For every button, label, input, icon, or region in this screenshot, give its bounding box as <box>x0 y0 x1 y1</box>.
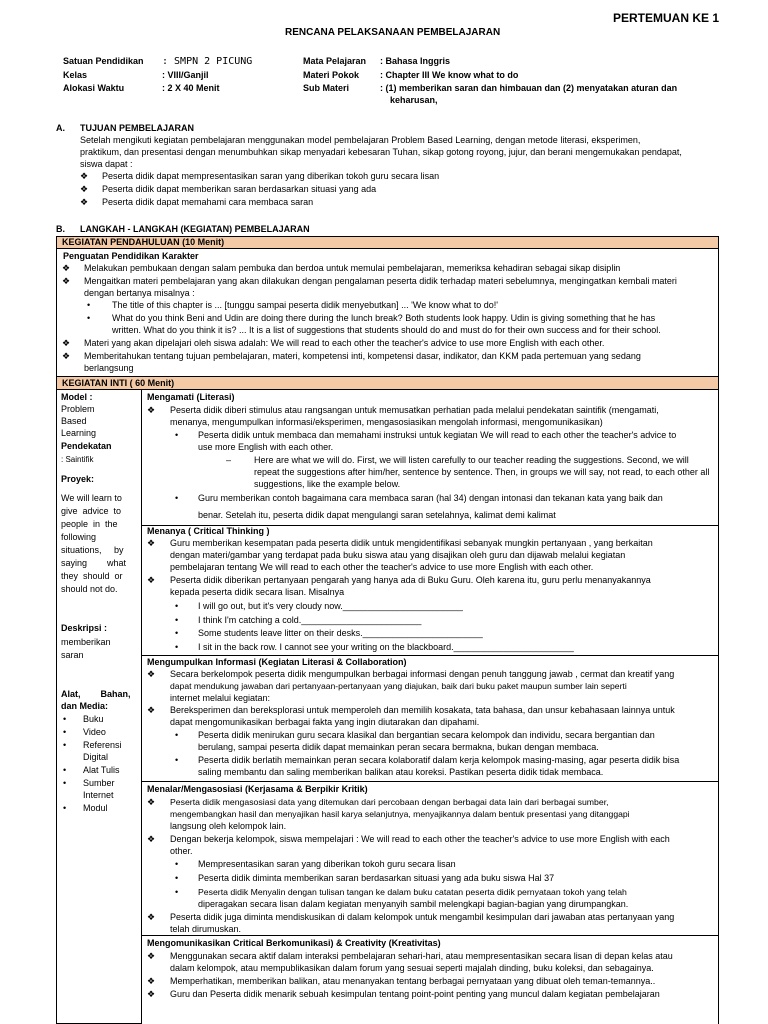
info-value: keharusan, <box>390 95 438 105</box>
dot-bullet-icon: • <box>63 803 67 813</box>
dot-bullet-icon: • <box>63 765 67 775</box>
diamond-bullet-icon: ❖ <box>147 834 156 844</box>
diamond-bullet-icon: ❖ <box>80 197 89 207</box>
media-item: Referensi <box>83 740 122 750</box>
deskripsi-line: memberikan <box>61 637 111 647</box>
info-label: Mata Pelajaran <box>303 56 367 66</box>
menalar-cell <box>141 781 719 936</box>
list-item: repeat the suggestions after him/her, sentence by sentence. Then, in groups we will say, not read, to each other all <box>254 467 710 477</box>
dot-bullet-icon: • <box>175 430 179 440</box>
list-item: Guru memberikan contoh bagaimana cara membaca saran (hal 34) dengan intonasi dan tekanan kata yang baik dan <box>198 493 663 503</box>
model-value: Learning <box>61 428 97 438</box>
cell-title: Menalar/Mengasosiasi (Kerjasama & Berpikir Kritik) <box>147 784 368 794</box>
cell-title: Mengomunikasikan Critical Berkomunikasi) & Creativity (Kreativitas) <box>147 938 441 948</box>
diamond-bullet-icon: ❖ <box>147 976 156 986</box>
list-item: menanya, mengumpulkan informasi/eksperimen, mengasosiasikan mengolah informasi, mengomunikasikan) <box>170 417 603 427</box>
paragraph-line: Setelah mengikuti kegiatan pembelajaran menggunakan model pembelajaran Problem Based Learning, dengan metode literasi, eksperimen, <box>80 135 641 145</box>
list-item: I think I'm catching a cold.________________________ <box>198 615 422 625</box>
list-item: Menggunakan secara aktif dalam interaksi pembelajaran sehari-hari, atau mempresentasikan secara lisan di depan kelas atau <box>170 951 673 961</box>
info-value: : VIII/Ganjil <box>162 70 209 80</box>
list-item: langsung oleh kelompok lain. <box>170 821 287 831</box>
list-item: written. What do you think it is? ... It is a list of suggestions that students should do and must do for their own success and for their school. <box>112 325 661 335</box>
list-item: Memperhatikan, memberikan balikan, atau menanyakan tentang berbagai pernyataan yang dibuat oleh teman-temannya.. <box>170 976 656 986</box>
dot-bullet-icon: • <box>175 493 179 503</box>
dot-bullet-icon: • <box>175 615 179 625</box>
list-item: Peserta didik dapat memahami cara membaca saran <box>102 197 314 207</box>
dot-bullet-icon: • <box>87 313 91 323</box>
list-item: suggestions, like the example below. <box>254 479 401 489</box>
list-item: berlangsung <box>84 363 134 373</box>
info-label: Satuan Pendidikan <box>63 56 144 66</box>
list-item: Peserta didik mengasosiasi data yang ditemukan dari percobaan dengan berbagai data lain dari berbagai sumber, <box>170 797 609 807</box>
model-value: Problem <box>61 404 95 414</box>
list-item: Mempresentasikan saran yang diberikan tokoh guru secara lisan <box>198 859 456 869</box>
list-item: dalam kelompok, atau mempublikasikan dalam forum yang sesuai seperti majalah dinding, buku koleksi, dan sebagainya. <box>170 963 654 973</box>
list-item: Guru dan Peserta didik menarik sebuah kesimpulan tentang point-point penting yang muncul dalam kegiatan pembelajaran <box>170 989 660 999</box>
media-item: Alat Tulis <box>83 765 120 775</box>
dot-bullet-icon: • <box>175 730 179 740</box>
diamond-bullet-icon: ❖ <box>147 669 156 679</box>
list-item: kepada peserta didik secara lisan. Misalnya <box>170 587 345 597</box>
list-item: Melakukan pembukaan dengan salam pembuka dan berdoa untuk memulai pembelajaran, memeriksa kehadiran sebagai sikap disiplin <box>84 263 621 273</box>
list-item: benar. Setelah itu, peserta didik dapat mengulangi saran setelahnya, kalimat demi kalimat <box>198 510 556 520</box>
media-item: Buku <box>83 714 104 724</box>
paragraph-line: siswa dapat : <box>80 159 133 169</box>
inti-side-column <box>56 389 142 1024</box>
list-item: Peserta didik diminta memberikan saran berdasarkan situasi yang ada buku siswa Hal 37 <box>198 873 555 883</box>
list-item: Guru memberikan kesempatan pada peserta didik untuk mengidentifikasi sebanyak mungkin pertanyaan , yang berkaitan <box>170 538 653 548</box>
list-item: Peserta didik dapat mempresentasikan saran yang diberikan tokoh guru secara lisan <box>102 171 440 181</box>
proyek-line: should not do. <box>61 584 118 594</box>
info-label: Alokasi Waktu <box>63 83 125 93</box>
list-item: Mengaitkan materi pembelajaran yang akan dilakukan dengan pengalaman peserta didik terhadap materi sebelumnya, mengingatkan kembali materi <box>84 276 677 286</box>
dot-bullet-icon: • <box>175 887 179 897</box>
list-item: Memberitahukan tentang tujuan pembelajaran, materi, kompetensi inti, kompetensi dasar, indikator, dan KKM pada pertemuan yang sedang <box>84 351 641 361</box>
diamond-bullet-icon: ❖ <box>62 338 71 348</box>
section-number: A. <box>56 123 65 133</box>
list-item: telah dirumuskan. <box>170 924 242 934</box>
info-value: : SMPN 2 PICUNG <box>162 56 253 67</box>
diamond-bullet-icon: ❖ <box>147 912 156 922</box>
list-item: saling membantu dan saling memberikan balikan atau koreksi. Pastikan peserta didik tidak membaca. <box>198 767 604 777</box>
proyek-line: give advice to <box>61 506 122 516</box>
list-item: dengan materi/gambar yang terdapat pada buku siswa atau yang disajikan oleh guru dan dijawab melalui kegiatan <box>170 550 626 560</box>
deskripsi-line: saran <box>61 650 84 660</box>
diamond-bullet-icon: ❖ <box>147 705 156 715</box>
diamond-bullet-icon: ❖ <box>62 263 71 273</box>
list-item: Peserta didik Menyalin dengan tulisan tangan ke dalam buku catatan peserta didik pernyataan tokoh yang telah <box>198 887 627 897</box>
list-item: What do you think Beni and Udin are doing there during the lunch break? Both students look happy. Udin is giving something that he has <box>112 313 656 323</box>
cell-title: Menanya ( Critical Thinking ) <box>147 526 270 536</box>
list-item: diperagakan secara lisan dalam kegiatan menyanyih sambil melengkapi bagian-bagian yang dirumpangkan. <box>198 899 629 909</box>
media-item: Digital <box>83 752 109 762</box>
pendekatan-value: : Saintifik <box>61 455 94 464</box>
media-item: Modul <box>83 803 108 813</box>
proyek-line: saying what <box>61 558 127 568</box>
list-item: berulang, sampai peserta didik dapat memainkan peran secara bermakna, bukan dengan membaca. <box>198 742 599 752</box>
diamond-bullet-icon: ❖ <box>80 184 89 194</box>
info-value: : Chapter III We know what to do <box>380 70 519 80</box>
section-heading: LANGKAH - LANGKAH (KEGIATAN) PEMBELAJARAN <box>80 224 310 234</box>
dot-bullet-icon: • <box>87 300 91 310</box>
dot-bullet-icon: • <box>175 642 179 652</box>
list-item: dengan bertanya misalnya : <box>84 288 195 298</box>
dot-bullet-icon: • <box>175 873 179 883</box>
proyek-line: they should or <box>61 571 123 581</box>
deskripsi-label: Deskripsi : <box>61 623 108 633</box>
media-item: Video <box>83 727 106 737</box>
mengamati-cell <box>141 389 719 526</box>
list-item: Peserta didik untuk membaca dan memahami instruksi untuk kegiatan We will read to each other the teacher's advice to <box>198 430 677 440</box>
list-item: use more English with each other. <box>198 442 334 452</box>
list-item: Peserta didik menirukan guru secara klasikal dan bergantian secara kelompok dan individu, secara bergantian dan <box>198 730 655 740</box>
paragraph-line: praktikum, dan presentasi dengan menumbuhkan sikap menyadari kebesaran Tuhan, sikap gotong royong, jujur, dan berani mengemukakan pendapat, <box>80 147 682 157</box>
proyek-line: following <box>61 532 97 542</box>
cell-title: Mengamati (Literasi) <box>147 392 235 402</box>
subheading: Penguatan Pendidikan Karakter <box>63 251 199 261</box>
menanya-cell <box>141 525 719 656</box>
diamond-bullet-icon: ❖ <box>147 989 156 999</box>
list-item: Peserta didik berlatih memainkan peran secara kolaboratif dalam kerja kelompok masing-masing, agar peserta didik bisa <box>198 755 680 765</box>
info-label: Materi Pokok <box>303 70 360 80</box>
dot-bullet-icon: • <box>63 740 67 750</box>
pendahuluan-body <box>56 248 719 377</box>
info-label: Sub Materi <box>303 83 350 93</box>
diamond-bullet-icon: ❖ <box>62 351 71 361</box>
list-item: Dengan bekerja kelompok, siswa mempelajari : We will read to each other the teacher's advice to use more English with each <box>170 834 670 844</box>
inti-header <box>56 376 719 390</box>
diamond-bullet-icon: ❖ <box>62 276 71 286</box>
list-item: Some students leave litter on their desks.________________________ <box>198 628 483 638</box>
model-value: Based <box>61 416 87 426</box>
diamond-bullet-icon: ❖ <box>147 575 156 585</box>
mengumpulkan-cell <box>141 655 719 782</box>
list-item: pembelajaran tentang We will read to each other the teacher's advice to use more English with each other. <box>170 562 594 572</box>
cell-title: Mengumpulkan Informasi (Kegiatan Literasi & Collaboration) <box>147 657 407 667</box>
proyek-line: people in the <box>61 519 118 529</box>
pendekatan-label: Pendekatan <box>61 441 112 451</box>
dot-bullet-icon: • <box>175 601 179 611</box>
info-value: : 2 X 40 Menit <box>162 83 220 93</box>
info-value: : Bahasa Inggris <box>380 56 451 66</box>
dot-bullet-icon: • <box>63 714 67 724</box>
list-item: dapat mengomunikasikan berbagai fakta yang ingin diutarakan dan dipahami. <box>170 717 480 727</box>
list-item: Peserta didik juga diminta mendiskusikan di dalam kelompok untuk mengambil kesimpulan dari jawaban atas pertanyaan yang <box>170 912 675 922</box>
meeting-label: PERTEMUAN KE 1 <box>613 11 720 25</box>
list-item: other. <box>170 846 193 856</box>
alat-label: Alat, Bahan, <box>61 689 131 699</box>
diamond-bullet-icon: ❖ <box>147 538 156 548</box>
dot-bullet-icon: • <box>175 755 179 765</box>
proyek-label: Proyek: <box>61 474 95 484</box>
dot-bullet-icon: • <box>175 859 179 869</box>
alat-label: dan Media: <box>61 701 109 711</box>
model-label: Model : <box>61 392 93 402</box>
list-item: Materi yang akan dipelajari oleh siswa adalah: We will read to each other the teacher's advice to use more English with each other. <box>84 338 605 348</box>
list-item: internet melalui kegiatan: <box>170 693 271 703</box>
dot-bullet-icon: • <box>63 727 67 737</box>
list-item: mengembangkan hasil dan menyajikan hasil karya selanjutnya, menyajikannya dalam bentuk presentasi yang ditanggapi <box>170 809 630 819</box>
media-item: Internet <box>83 790 114 800</box>
dash-bullet-icon: – <box>226 455 232 465</box>
list-item: Peserta didik dapat memberikan saran berdasarkan situasi yang ada <box>102 184 377 194</box>
diamond-bullet-icon: ❖ <box>80 171 89 181</box>
mengomunikasikan-cell <box>141 935 719 1024</box>
diamond-bullet-icon: ❖ <box>147 797 156 807</box>
info-label: Kelas <box>63 70 88 80</box>
section-heading: TUJUAN PEMBELAJARAN <box>80 123 195 133</box>
pendahuluan-header-label: KEGIATAN PENDAHULUAN (10 Menit) <box>62 237 225 247</box>
list-item: dapat mendukung jawaban dari pertanyaan-pertanyaan yang diajukan, baik dari buku paket maupun sumber lain seperti <box>170 681 627 691</box>
proyek-line: situations, by <box>61 545 124 555</box>
list-item: I will go out, but it's very cloudy now.________________________ <box>198 601 463 611</box>
dot-bullet-icon: • <box>63 778 67 788</box>
list-item: Secara berkelompok peserta didik mengumpulkan berbagai informasi dengan penuh tanggung jawab , cermat dan kreatif yang <box>170 669 675 679</box>
diamond-bullet-icon: ❖ <box>147 405 156 415</box>
list-item: Bereksperimen dan bereksplorasi untuk memperoleh dan memilih kosakata, tata bahasa, dan unsur kebahasaan lainnya untuk <box>170 705 675 715</box>
list-item: I sit in the back row. I cannot see your writing on the blackboard.________________________ <box>198 642 574 652</box>
media-item: Sumber <box>83 778 115 788</box>
diamond-bullet-icon: ❖ <box>147 951 156 961</box>
list-item: The title of this chapter is ... [tunggu sampai peserta didik menyebutkan] ... 'We know what to do!' <box>112 300 498 310</box>
dot-bullet-icon: • <box>175 628 179 638</box>
list-item: Here are what we will do. First, we will listen carefully to our teacher reading the suggestions. Second, we will <box>254 455 689 465</box>
list-item: Peserta didik diberi stimulus atau rangsangan untuk memusatkan perhatian pada melalui pendekatan saintifik (mengamati, <box>170 405 659 415</box>
list-item: Peserta didik diberikan pertanyaan pengarah yang hanya ada di Buku Guru. Oleh karena itu, guru perlu menanyakannya <box>170 575 651 585</box>
proyek-line: We will learn to <box>61 493 122 503</box>
info-value: : (1) memberikan saran dan himbauan dan (2) menyatakan aturan dan <box>380 83 678 93</box>
section-number: B. <box>56 224 65 234</box>
page-title: RENCANA PELAKSANAAN PEMBELAJARAN <box>285 27 501 38</box>
inti-header-label: KEGIATAN INTI ( 60 Menit) <box>62 378 175 388</box>
